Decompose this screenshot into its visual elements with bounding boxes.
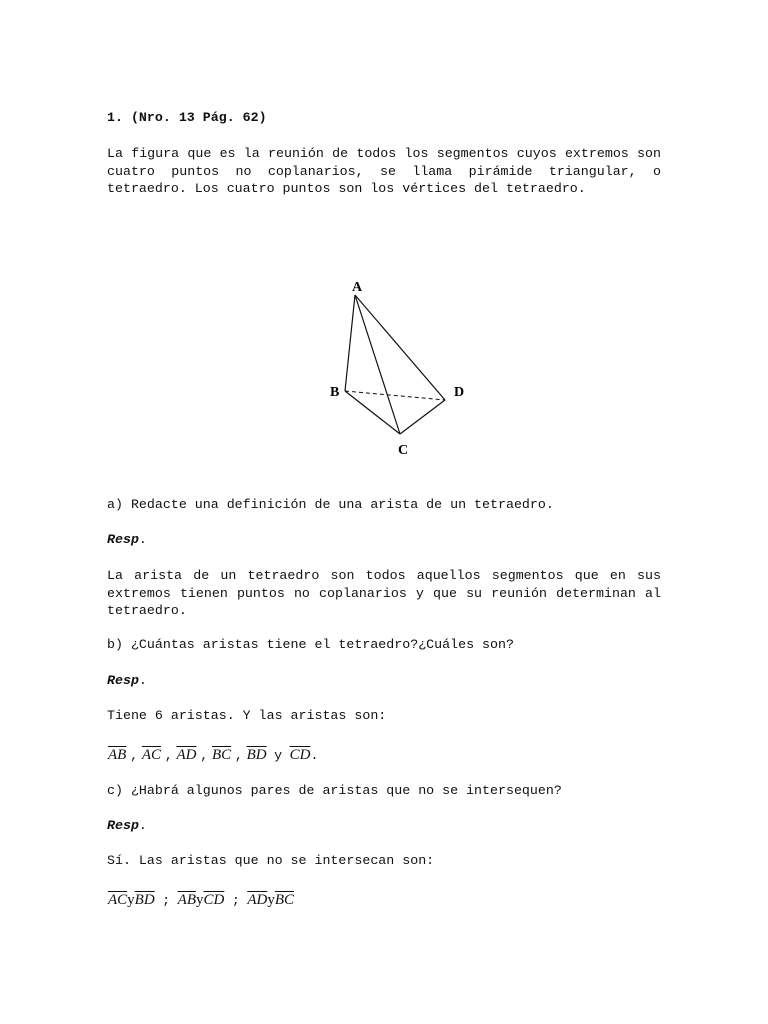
resp-a-label: Resp xyxy=(107,532,139,547)
edge-end: . xyxy=(310,748,319,763)
pair-3-edge-1: $\overline{AD}$ xyxy=(247,892,268,908)
intro-paragraph: La figura que es la reunión de todos los segmentos cuyos extremos son cuatro puntos no coplanarios, se llama pirámide triangular, o tetraedro. Los cuatro puntos son los vértices del tetraedro. xyxy=(107,146,661,197)
pair-separator: ; xyxy=(162,893,171,908)
edge-cd xyxy=(400,400,445,434)
edge-cd-label: $\overline{CD}$ xyxy=(289,747,311,763)
pair-conj: y xyxy=(127,892,135,908)
pair-3-edge-2: $\overline{BC}$ xyxy=(274,892,294,908)
edge-bd-hidden xyxy=(345,391,445,400)
non-intersecting-pairs xyxy=(108,890,294,911)
edge-comma: , xyxy=(234,748,243,763)
edge-ab xyxy=(345,295,355,391)
edge-ad-label: $\overline{AD}$ xyxy=(176,747,197,763)
vertex-label-b: B xyxy=(330,385,340,400)
edges-list xyxy=(108,745,318,766)
resp-b-label: Resp xyxy=(107,673,139,688)
edge-bd-label: $\overline{BD}$ xyxy=(246,747,267,763)
answer-c: Sí. Las aristas que no se intersecan son: xyxy=(107,853,435,868)
pair-separator: ; xyxy=(231,893,240,908)
problem-header: 1. (Nro. 13 Pág. 62) xyxy=(107,110,267,125)
resp-a: Resp. xyxy=(107,532,147,547)
vertex-label-a: A xyxy=(352,280,363,295)
edge-ad xyxy=(355,295,445,400)
pair-conj: y xyxy=(267,892,275,908)
answer-b: Tiene 6 aristas. Y las aristas son: xyxy=(107,708,387,723)
edge-ac-label: $\overline{AC}$ xyxy=(141,747,161,763)
question-c: c) ¿Habrá algunos pares de aristas que no se intersequen? xyxy=(107,783,562,798)
pair-1-edge-2: $\overline{BD}$ xyxy=(134,892,155,908)
pair-1-edge-1: $\overline{AC}$ xyxy=(108,892,128,908)
vertex-label-d: D xyxy=(454,385,465,400)
resp-c-label: Resp xyxy=(107,818,139,833)
tetrahedron-figure xyxy=(300,270,500,470)
edge-comma: , xyxy=(130,748,139,763)
edge-bc xyxy=(345,391,400,434)
answer-a: La arista de un tetraedro son todos aquellos segmentos que en sus extremos tienen puntos no coplanarios y que su reunión determinan al tetraedro. xyxy=(107,568,661,619)
vertex-label-c: C xyxy=(398,443,409,458)
edge-ac xyxy=(355,295,400,434)
edge-bc-label: $\overline{BC}$ xyxy=(211,747,232,763)
resp-c: Resp. xyxy=(107,818,147,833)
pair-2-edge-2: $\overline{CD}$ xyxy=(203,892,225,908)
question-b: b) ¿Cuántas aristas tiene el tetraedro?¿Cuáles son? xyxy=(107,637,514,652)
edge-comma: , xyxy=(200,748,209,763)
tetrahedron-diagram xyxy=(300,270,500,470)
resp-b: Resp. xyxy=(107,673,147,688)
edge-ab-label: $\overline{AB}$ xyxy=(108,747,127,763)
edge-conj: y xyxy=(274,748,283,763)
pair-2-edge-1: $\overline{AB}$ xyxy=(177,892,196,908)
pair-conj: y xyxy=(195,892,204,908)
question-a: a) Redacte una definición de una arista de un tetraedro. xyxy=(107,497,554,512)
edge-comma: , xyxy=(164,748,173,763)
